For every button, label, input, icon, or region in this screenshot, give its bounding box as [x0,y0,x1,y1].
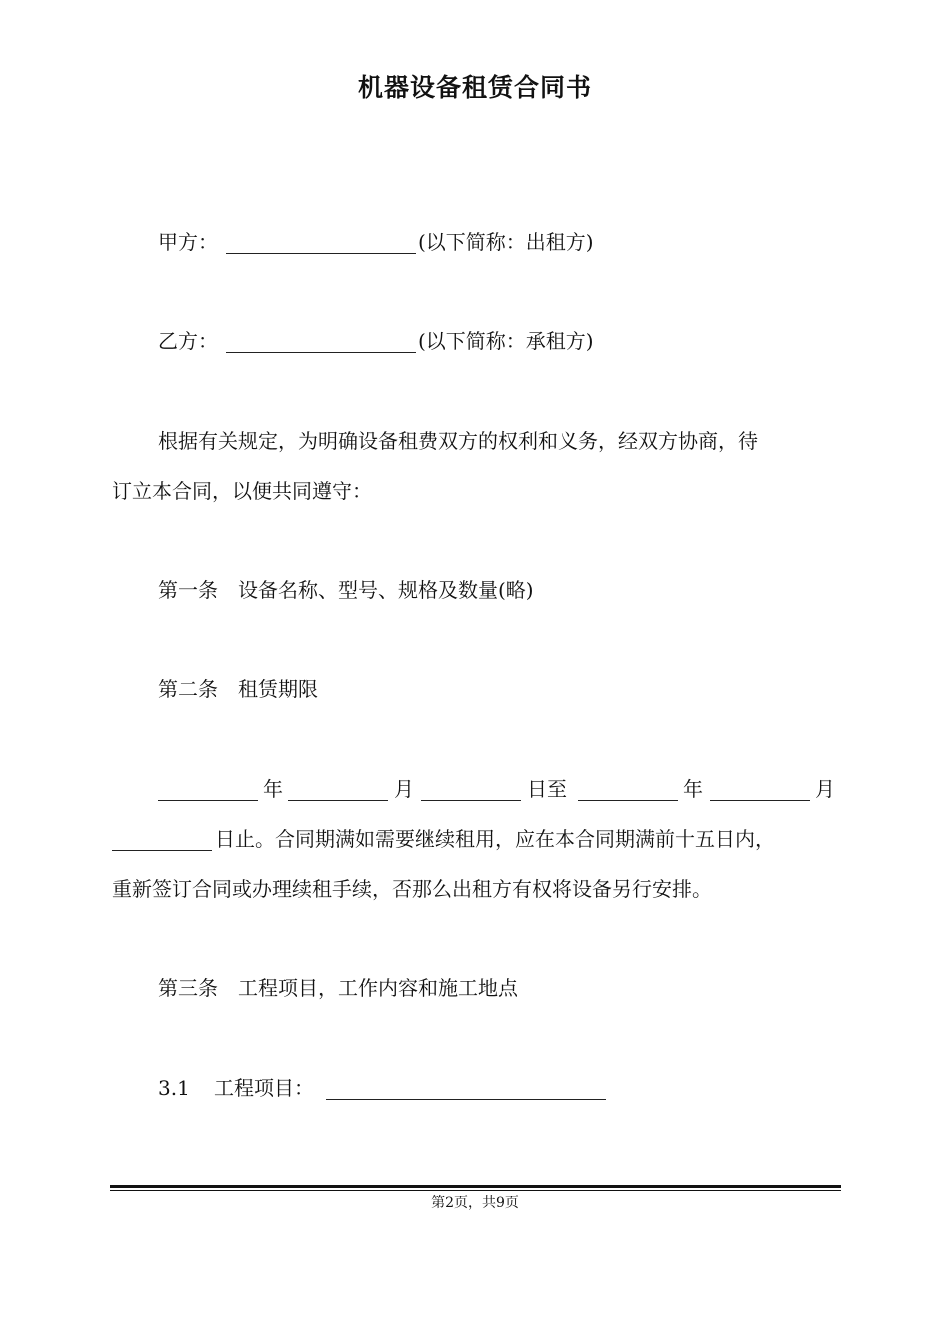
intro-text-1: 根据有关规定，为明确设备租费双方的权利和义务，经双方协商，待 [158,429,758,453]
footer-rule-thin [110,1190,841,1191]
project-name-blank [326,1077,606,1100]
start-day-label: 日至 [527,777,567,801]
party-b-blank [226,330,416,353]
end-year-label: 年 [683,777,703,801]
end-month-label: 月 [815,777,835,801]
document-title: 机器设备租赁合同书 [357,73,592,102]
party-a-suffix: (以下简称：出租方) [418,230,594,254]
article-1-text: 第一条 设备名称、型号、规格及数量(略) [158,578,534,602]
party-a-label: 甲方： [158,230,218,254]
end-year-blank [578,778,678,801]
clause-3-1-number: 3.1 [158,1076,190,1100]
start-year-blank [158,778,258,801]
footer-rule-thick [110,1185,841,1188]
party-b-suffix: (以下简称：承租方) [418,329,594,353]
term-line-2-text: 日止。合同期满如需要继续租用，应在本合同期满前十五日内， [215,827,775,851]
end-day-blank [112,828,212,851]
clause-3-1-label: 工程项目： [214,1076,314,1100]
end-month-blank [710,778,810,801]
start-month-label: 月 [394,777,414,801]
start-month-blank [288,778,388,801]
start-year-label: 年 [263,777,283,801]
start-day-blank [421,778,521,801]
party-b-label: 乙方： [158,329,218,353]
term-line-3-text: 重新签订合同或办理续租手续，否那么出租方有权将设备另行安排。 [112,877,712,901]
party-a-blank [226,231,416,254]
article-2-text: 第二条 租赁期限 [158,677,318,701]
article-3-text: 第三条 工程项目，工作内容和施工地点 [158,976,518,1000]
page-number: 第2页，共9页 [431,1195,519,1211]
intro-text-2: 订立本合同，以便共同遵守： [112,479,372,503]
